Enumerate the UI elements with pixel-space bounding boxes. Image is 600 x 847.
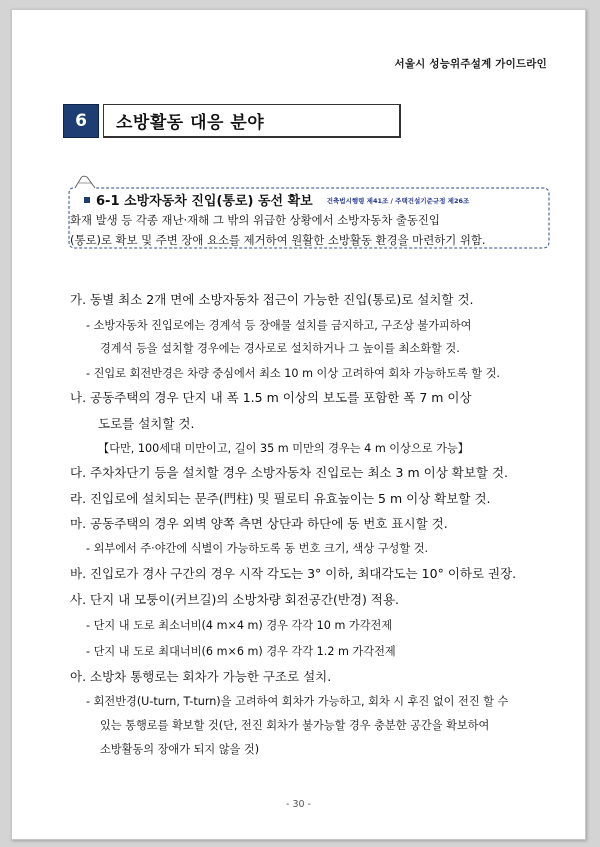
list-item: 경계석 등을 설치할 경우에는 경사로로 설치하거나 그 높이를 최소화할 것. [100, 342, 460, 355]
list-item: 【다만, 100세대 미만이고, 길이 35 m 미만의 경우는 4 m 이상으로 가능】 [98, 442, 469, 455]
running-header: 서울시 성능위주설계 가이드라인 [394, 58, 547, 70]
list-item: 나. 공동주택의 경우 단지 내 폭 1.5 m 이상의 보도를 포함한 폭 7 m 이상 [70, 390, 472, 405]
list-item: 라. 진입로에 설치되는 문주(門柱) 및 필로티 유효높이는 5 m 이상 확보할 것. [70, 491, 491, 506]
legal-reference: 건축법시행령 제41조 / 주택건설기준규정 제26조 [326, 196, 470, 205]
list-item: 가. 동별 최소 2개 면에 소방자동차 접근이 가능한 진입(통로)로 설치할 것. [70, 292, 474, 307]
document-page [11, 9, 586, 840]
list-item: 사. 단지 내 모퉁이(커브길)의 소방차량 회전공간(반경) 적용. [70, 592, 400, 607]
list-item: - 단지 내 도로 최대너비(6 m×6 m) 경우 각각 1.2 m 가각전제 [86, 645, 396, 658]
callout-line: (통로)로 확보 및 주변 장애 요소를 제거하여 원활한 소방활동 환경을 마련하기 위함. [70, 233, 486, 247]
list-item: 다. 주차차단기 등을 설치할 경우 소방자동차 진입로는 최소 3 m 이상 확보할 것. [70, 465, 509, 480]
list-item: 바. 진입로가 경사 구간의 경우 시작 각도는 3° 이하, 최대각도는 10° 이하로 권장. [70, 566, 517, 581]
subsection-callout [67, 174, 551, 250]
list-item: 소방활동의 장애가 되지 않을 것) [100, 743, 260, 756]
list-item: 있는 통행로를 확보할 것(단, 전진 회차가 불가능할 경우 충분한 공간을 확보하여 [100, 719, 490, 732]
section-heading [63, 104, 401, 138]
callout-line: 화재 발생 등 각종 재난·재해 그 밖의 위급한 상황에서 소방자동차 출동진입 [70, 213, 440, 227]
callout-purpose-text [70, 210, 546, 250]
list-item: 아. 소방차 통행로는 회차가 가능한 구조로 설치. [70, 669, 332, 684]
list-item: - 회전반경(U-turn, T-turn)을 고려하여 회차가 가능하고, 회차 시 후진 없이 전진 할 수 [86, 695, 509, 708]
list-item: - 외부에서 주·야간에 식별이 가능하도록 동 번호 크기, 색상 구성할 것. [86, 542, 429, 555]
list-item: 도로를 설치할 것. [98, 416, 195, 431]
list-item: - 소방자동차 진입로에는 경계석 등 장애물 설치를 금지하고, 구조상 불가피하여 [86, 319, 472, 332]
section-title: 소방활동 대응 분야 [103, 104, 401, 138]
section-number-badge: 6 [63, 104, 99, 138]
page-number: - 30 - [286, 799, 311, 810]
list-item: - 진입로 회전반경은 차량 중심에서 최소 10 m 이상 고려하여 회차 가능하도록 할 것. [86, 367, 500, 380]
subsection-title: 6-1 소방자동차 진입(통로) 동선 확보 [96, 194, 313, 209]
list-item: - 단지 내 도로 최소너비(4 m×4 m) 경우 각각 10 m 가각전제 [86, 619, 393, 632]
bullet-square-icon [84, 197, 90, 203]
list-item: 마. 공동주택의 경우 외벽 양쪽 측면 상단과 하단에 동 번호 표시할 것. [70, 516, 448, 531]
